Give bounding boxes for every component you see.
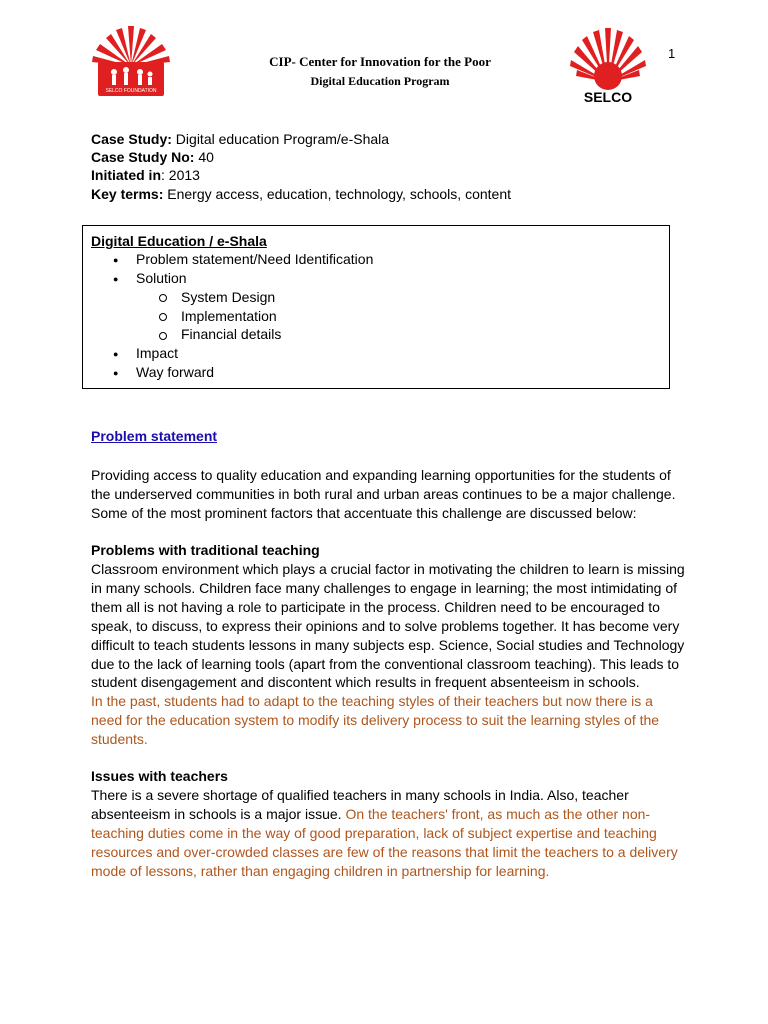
selco-foundation-logo	[88, 22, 174, 108]
body-line: There is a severe shortage of qualified teachers in many schools in India. Also, teacher	[91, 787, 629, 803]
traditional-teaching-body	[91, 560, 691, 749]
highlighted-text: On the teachers' front, as much as the other non-	[341, 805, 651, 822]
body-line: them all is not having a role to participate in the process. Children need to be encouraged to	[91, 598, 660, 615]
body-line-mixed	[91, 805, 691, 824]
body-line: speak, to discuss, to express their opinions and to solve problems together. It has become very	[91, 617, 680, 634]
toc-item: Solution	[136, 270, 187, 286]
body-line: difficult to teach students lessons in many subjects esp. Science, Social studies and Technology	[91, 636, 685, 653]
bullet-icon: ●	[113, 368, 119, 378]
toc-title: Digital Education / e-Shala	[91, 233, 267, 249]
circle-bullet-icon	[159, 294, 167, 302]
highlighted-line: mode of lessons, rather than engaging children in partnership for learning.	[91, 862, 550, 879]
highlighted-line: teaching duties come in the way of good preparation, lack of subject expertise and teaching	[91, 824, 657, 841]
meta-initiated-label: Initiated in	[91, 167, 161, 183]
circle-bullet-icon	[159, 332, 167, 340]
meta-case-study-label: Case Study:	[91, 131, 172, 147]
toc-subitem: Financial details	[181, 326, 282, 342]
bullet-icon: ●	[113, 274, 119, 284]
toc-subitem: Implementation	[181, 308, 277, 324]
selco-logo	[568, 24, 648, 106]
intro-line: Some of the most prominent factors that accentuate this challenge are discussed below:	[91, 504, 637, 521]
highlighted-line: students.	[91, 731, 148, 748]
intro-line: Providing access to quality education and expanding learning opportunities for the students of	[91, 467, 671, 483]
meta-initiated-value: : 2013	[161, 167, 200, 183]
body-line: in many schools. Children face many challenges to engage in learning; the most intimidating of	[91, 579, 677, 596]
highlighted-line: In the past, students had to adapt to the teaching styles of their teachers but now there is a	[91, 693, 653, 710]
body-line: student disengagement and discontent which results in frequent absenteeism in schools.	[91, 674, 640, 691]
problem-intro	[91, 466, 691, 523]
bullet-icon: ●	[113, 349, 119, 359]
toc-item: Way forward	[136, 364, 215, 380]
toc-item: Impact	[136, 345, 179, 361]
meta-case-study	[91, 130, 389, 148]
meta-initiated	[91, 166, 200, 184]
meta-key-terms	[91, 185, 511, 203]
circle-bullet-icon	[159, 313, 167, 321]
meta-key-terms-label: Key terms:	[91, 186, 164, 202]
meta-case-no-label: Case Study No:	[91, 149, 195, 165]
page-number: 1	[668, 46, 676, 61]
meta-case-study-value: Digital education Program/e-Shala	[171, 131, 390, 147]
toc-item: Problem statement/Need Identification	[136, 251, 374, 267]
traditional-teaching-heading: Problems with traditional teaching	[91, 542, 320, 558]
selco-logo-text: SELCO	[583, 89, 633, 105]
meta-case-no	[91, 148, 214, 166]
table-of-contents	[82, 225, 670, 389]
issues-with-teachers-heading: Issues with teachers	[91, 768, 228, 784]
problem-statement-title: Problem statement	[91, 428, 218, 444]
issues-with-teachers-body	[91, 786, 691, 881]
intro-line: the underserved communities in both rural and urban areas continues to be a major challenge.	[91, 485, 676, 502]
toc-subitem: System Design	[181, 289, 276, 305]
meta-key-terms-value: Energy access, education, technology, schools, content	[163, 186, 511, 202]
highlighted-line: need for the education system to modify its delivery process to suit the learning styles of the	[91, 712, 660, 729]
bullet-icon: ●	[113, 255, 119, 265]
highlighted-line: resources and over-crowded classes are few of the reasons that limit the teachers to a delivery	[91, 843, 678, 860]
header-title: CIP- Center for Innovation for the Poor	[269, 54, 491, 69]
selco-foundation-logo-text: SELCO FOUNDATION	[105, 88, 157, 94]
header-subtitle: Digital Education Program	[310, 74, 450, 88]
meta-case-no-value: 40	[194, 149, 214, 165]
body-line: Classroom environment which plays a crucial factor in motivating the children to learn is missing	[91, 561, 685, 577]
body-line: due to the lack of learning tools (apart from the conventional classroom teaching). This leads to	[91, 655, 680, 672]
body-text: absenteeism in schools is a major issue.	[91, 805, 342, 822]
